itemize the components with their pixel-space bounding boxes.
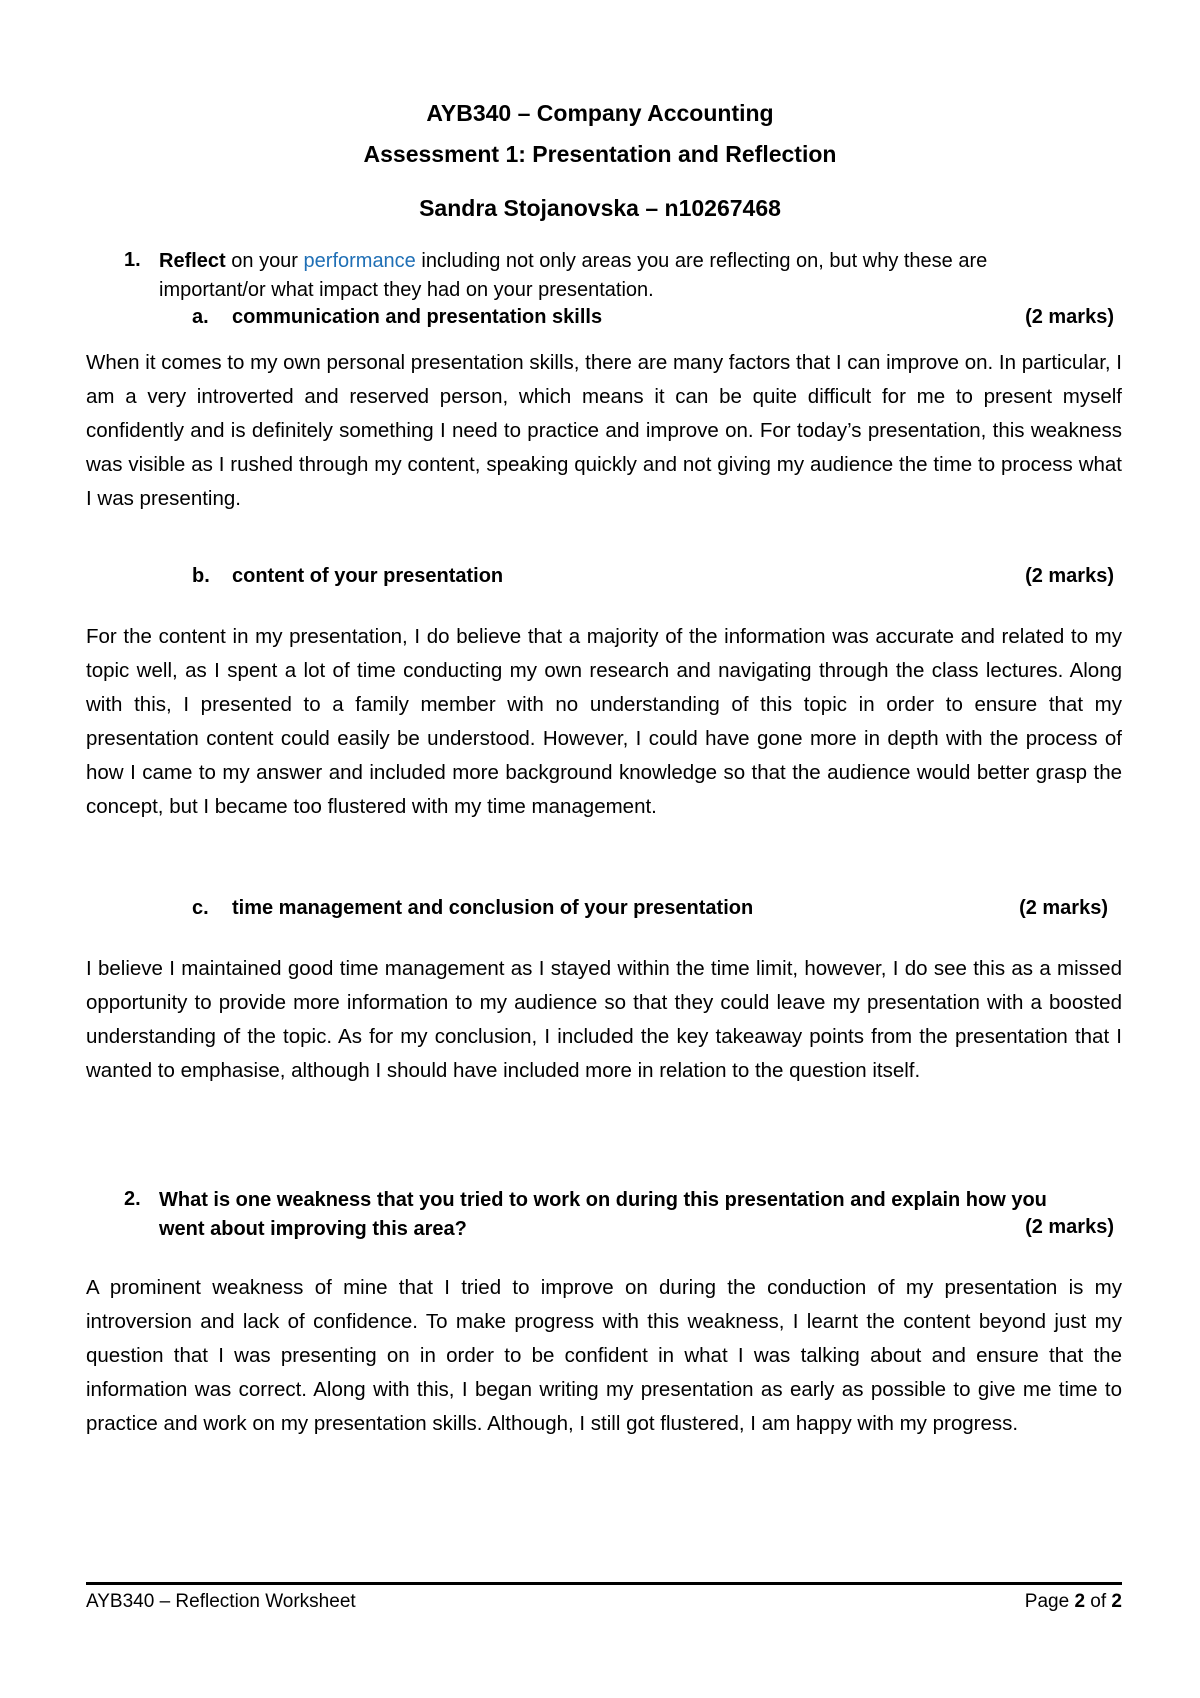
page-of: of xyxy=(1085,1591,1112,1612)
part-b-title: content of your presentation xyxy=(232,565,504,587)
part-c-marks: (2 marks) xyxy=(1019,897,1108,919)
part-b-marks: (2 marks) xyxy=(1025,565,1114,587)
reflect-word: Reflect xyxy=(159,250,226,272)
page-prefix: Page xyxy=(1024,1591,1075,1612)
part-a-marks: (2 marks) xyxy=(1025,306,1114,328)
question-2-line-2: went about improving this area? xyxy=(159,1218,467,1240)
question-2-answer: A prominent weakness of mine that I tried to improve on during the conduction of my presentation is my introversion and lack of confidence. To make progress with this weakness, I learnt the content beyond just my question that I was presenting on in order to be confident in what I was talking about and ensure that the information was correct. Along with this, I began writing my presentation as early as possible to give me time to practice and work on my presentation skills. Although, I still got flustered, I am happy with my progress. xyxy=(86,1276,1122,1435)
part-c-letter: c. xyxy=(192,897,209,919)
footer-worksheet-label: AYB340 – Reflection Worksheet xyxy=(86,1591,356,1612)
page-current: 2 xyxy=(1074,1591,1086,1612)
course-title: AYB340 – Company Accounting xyxy=(426,100,774,126)
question-1-number: 1. xyxy=(124,249,141,271)
part-c-title: time management and conclusion of your presentation xyxy=(232,897,754,919)
assessment-title: Assessment 1: Presentation and Reflection xyxy=(363,141,837,167)
part-b-letter: b. xyxy=(192,565,210,587)
q1-text-a: on your xyxy=(225,250,304,272)
part-a-title: communication and presentation skills xyxy=(232,306,603,328)
question-1-line-1 xyxy=(159,247,1119,276)
performance-word: performance xyxy=(303,250,416,272)
part-b-answer: For the content in my presentation, I do believe that a majority of the information was accurate and related to my topic well, as I spent a lot of time conducting my own research and navigating through the class lectures. Along with this, I presented to a family member with no understanding of this topic in order to ensure that my presentation content could easily be understood. However, I could have gone more in depth with the process of how I came to my answer and included more background knowledge so that the audience would better grasp the concept, but I became too flustered with my time management. xyxy=(86,625,1122,818)
q1-text-b: including not only areas you are reflecting on, but why these are xyxy=(415,250,988,272)
footer-divider xyxy=(86,1582,1122,1585)
author-line: Sandra Stojanovska – n10267468 xyxy=(419,195,781,221)
part-c-answer: I believe I maintained good time management as I stayed within the time limit, however, I do see this as a missed opportunity to provide more information to my audience so that they could leave my presentation with a boosted understanding of the topic. As for my conclusion, I included the key takeaway points from the presentation that I wanted to emphasise, although I should have included more in relation to the question itself. xyxy=(86,957,1122,1082)
question-2-marks: (2 marks) xyxy=(1025,1216,1114,1238)
question-2-line-1: What is one weakness that you tried to work on during this presentation and explain how you xyxy=(159,1189,1047,1211)
question-2-number: 2. xyxy=(124,1188,141,1210)
page-number xyxy=(1025,1591,1122,1613)
page-total: 2 xyxy=(1111,1591,1122,1612)
part-a-letter: a. xyxy=(192,306,209,328)
question-1-line-2: important/or what impact they had on your presentation. xyxy=(159,279,654,301)
part-a-answer: When it comes to my own personal presentation skills, there are many factors that I can improve on. In particular, I am a very introverted and reserved person, which means it can be quite difficult for me to present myself confidently and is definitely something I need to practice and improve on. For today’s presentation, this weakness was visible as I rushed through my content, speaking quickly and not giving my audience the time to process what I was presenting. xyxy=(86,351,1122,510)
